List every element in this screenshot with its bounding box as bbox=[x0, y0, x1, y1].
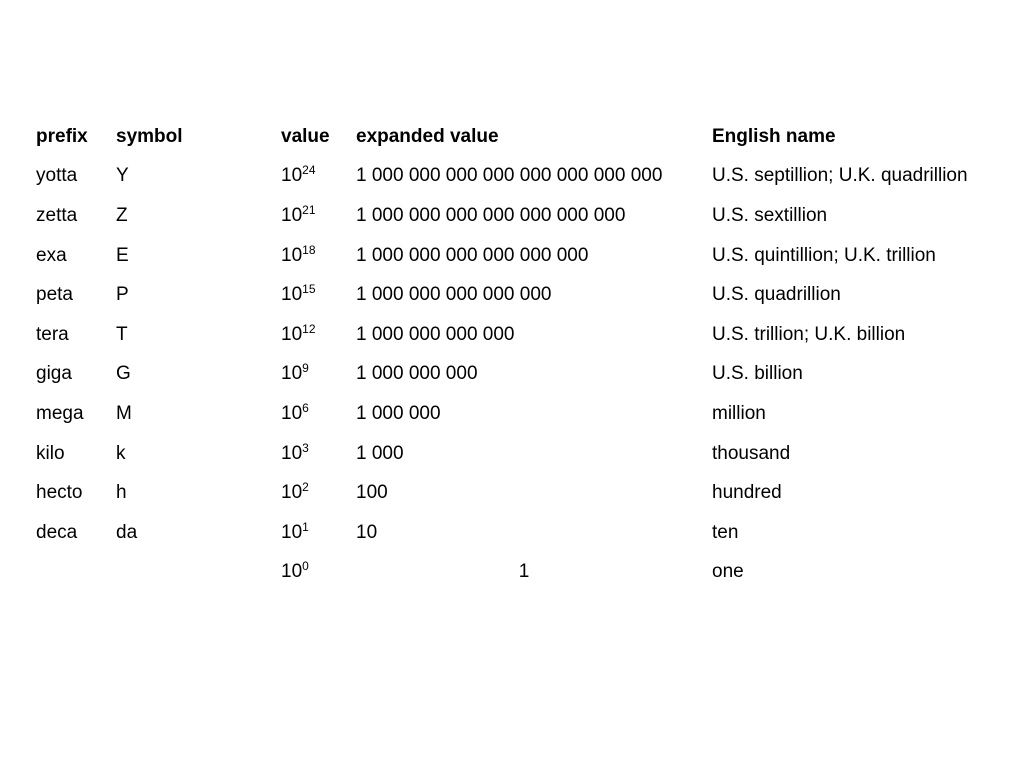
table-row bbox=[26, 236, 1002, 276]
cell-symbol: Y bbox=[116, 165, 129, 187]
cell-prefix: deca bbox=[36, 521, 78, 543]
cell-symbol: G bbox=[116, 363, 131, 385]
cell-english-name: hundred bbox=[712, 482, 782, 504]
cell-expanded-value: 1 000 000 000 000 bbox=[356, 323, 515, 345]
value-exponent: 12 bbox=[302, 321, 316, 336]
cell-value bbox=[271, 157, 346, 197]
value-exponent: 21 bbox=[302, 202, 316, 217]
cell-symbol: h bbox=[116, 482, 127, 504]
value-base: 10 bbox=[281, 244, 303, 266]
cell-english-name: U.S. quadrillion bbox=[712, 284, 841, 306]
value-exponent: 9 bbox=[302, 361, 309, 376]
cell-value bbox=[271, 315, 346, 355]
table-row bbox=[26, 513, 1002, 553]
cell-english-name: U.S. quintillion; U.K. trillion bbox=[712, 244, 936, 266]
cell-expanded-value: 1 000 000 000 000 000 bbox=[356, 284, 552, 306]
cell-english-name: ten bbox=[712, 521, 739, 543]
cell-prefix: kilo bbox=[36, 442, 65, 464]
table-header bbox=[26, 117, 1002, 157]
cell-prefix bbox=[26, 553, 106, 593]
value-exponent: 24 bbox=[302, 163, 316, 178]
value-base: 10 bbox=[281, 521, 303, 543]
cell-english-name: one bbox=[712, 561, 744, 583]
cell-prefix: giga bbox=[36, 363, 72, 385]
header-english-name: English name bbox=[712, 125, 836, 147]
cell-symbol: P bbox=[116, 284, 129, 306]
table-row bbox=[26, 157, 1002, 197]
cell-expanded-value: 1 bbox=[518, 561, 530, 583]
value-base: 10 bbox=[281, 363, 303, 385]
cell-english-name: million bbox=[712, 402, 766, 424]
cell-value bbox=[271, 196, 346, 236]
cell-value bbox=[271, 553, 346, 593]
cell-symbol: Z bbox=[116, 204, 128, 226]
header-row bbox=[26, 117, 1002, 157]
value-exponent: 0 bbox=[302, 559, 309, 574]
value-exponent: 15 bbox=[302, 282, 316, 297]
cell-prefix: hecto bbox=[36, 482, 83, 504]
value-exponent: 6 bbox=[302, 400, 309, 415]
cell-value bbox=[271, 275, 346, 315]
table-row bbox=[26, 553, 1002, 593]
table-body bbox=[26, 157, 1002, 593]
table-row bbox=[26, 196, 1002, 236]
value-base: 10 bbox=[281, 442, 303, 464]
cell-expanded-value: 100 bbox=[356, 482, 388, 504]
cell-symbol: da bbox=[116, 521, 138, 543]
value-base: 10 bbox=[281, 323, 303, 345]
cell-expanded-value: 1 000 000 000 bbox=[356, 363, 478, 385]
table-row bbox=[26, 434, 1002, 474]
cell-expanded-value: 1 000 000 000 000 000 000 000 bbox=[356, 204, 626, 226]
cell-english-name: U.S. sextillion bbox=[712, 204, 828, 226]
value-base: 10 bbox=[281, 204, 303, 226]
value-exponent: 1 bbox=[302, 519, 309, 534]
value-exponent: 3 bbox=[302, 440, 309, 455]
header-value: value bbox=[281, 125, 330, 147]
cell-value bbox=[271, 513, 346, 553]
cell-expanded-value: 1 000 bbox=[356, 442, 404, 464]
value-base: 10 bbox=[281, 284, 303, 306]
cell-english-name: U.S. septillion; U.K. quadrillion bbox=[712, 165, 968, 187]
cell-symbol: M bbox=[116, 402, 132, 424]
value-base: 10 bbox=[281, 402, 303, 424]
value-base: 10 bbox=[281, 561, 303, 583]
header-symbol: symbol bbox=[116, 125, 183, 147]
cell-symbol: T bbox=[116, 323, 128, 345]
cell-expanded-value: 1 000 000 000 000 000 000 000 000 bbox=[356, 165, 663, 187]
cell-prefix: exa bbox=[36, 244, 67, 266]
cell-english-name: U.S. billion bbox=[712, 363, 803, 385]
cell-prefix: yotta bbox=[36, 165, 78, 187]
cell-value bbox=[271, 236, 346, 276]
value-base: 10 bbox=[281, 165, 303, 187]
cell-prefix: peta bbox=[36, 284, 73, 306]
cell-symbol: k bbox=[116, 442, 126, 464]
cell-english-name: U.S. trillion; U.K. billion bbox=[712, 323, 906, 345]
header-prefix: prefix bbox=[36, 125, 88, 147]
table-row bbox=[26, 473, 1002, 513]
table-row bbox=[26, 394, 1002, 434]
cell-value bbox=[271, 394, 346, 434]
value-exponent: 18 bbox=[302, 242, 316, 257]
si-prefix-table bbox=[26, 117, 1002, 592]
cell-symbol bbox=[106, 553, 271, 593]
cell-expanded-value: 1 000 000 bbox=[356, 402, 441, 424]
cell-expanded-value: 10 bbox=[356, 521, 378, 543]
table-row bbox=[26, 275, 1002, 315]
cell-value bbox=[271, 473, 346, 513]
cell-prefix: zetta bbox=[36, 204, 78, 226]
table-row bbox=[26, 355, 1002, 395]
cell-english-name: thousand bbox=[712, 442, 791, 464]
cell-value bbox=[271, 434, 346, 474]
cell-prefix: mega bbox=[36, 402, 84, 424]
cell-prefix: tera bbox=[36, 323, 69, 345]
value-exponent: 2 bbox=[302, 480, 309, 495]
cell-symbol: E bbox=[116, 244, 129, 266]
table-row bbox=[26, 315, 1002, 355]
header-expanded-value: expanded value bbox=[356, 125, 499, 147]
cell-value bbox=[271, 355, 346, 395]
value-base: 10 bbox=[281, 482, 303, 504]
cell-expanded-value: 1 000 000 000 000 000 000 bbox=[356, 244, 589, 266]
